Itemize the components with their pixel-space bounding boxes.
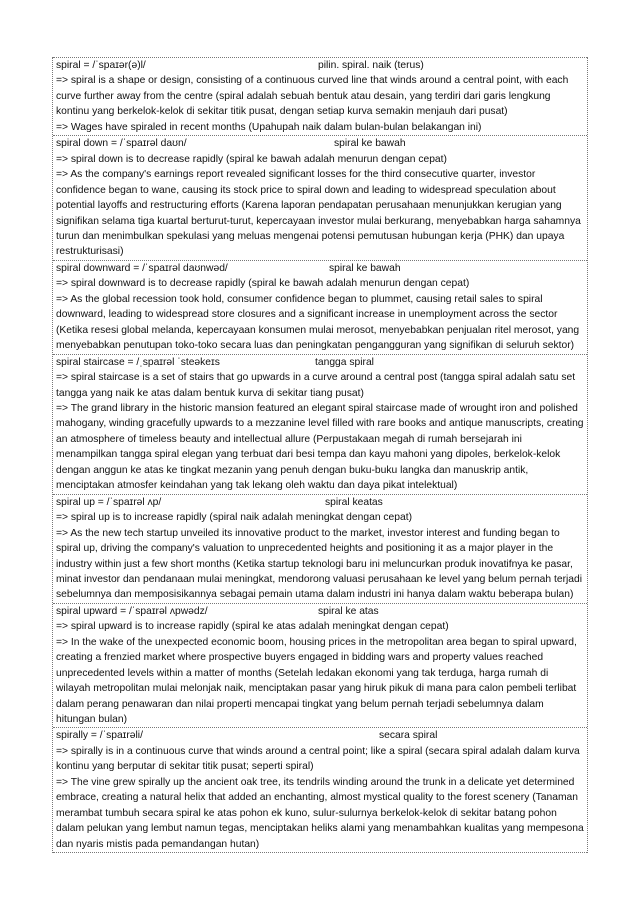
- entry-example: => As the new tech startup unveiled its innovative product to the market, investor interest and funding began to spiral up, driving the company's valuation to unprecedented heights and positioning it as a major player in the industry within just a few short months (Ketika startup teknologi baru ini meluncurkan produk inovatifnya ke pasar, minat investor dan pendanaan mulai meningkat, mendorong valuasi perusahaan ke level yang belum pernah terjadi sebelumnya dan memposisikannya sebagai pemain utama dalam industri ini hanya dalam waktu beberapa bulan): [56, 527, 583, 601]
- entry-example: => Wages have spiraled in recent months (Upahupah naik dalam bulan-bulan belakangan ini): [56, 121, 482, 133]
- entry-term: spiral staircase = /ˌspaɪrəl ˈsteəkeɪs: [56, 356, 220, 368]
- entry-term: spiral = /ˈspaɪər(ə)l/: [56, 60, 146, 71]
- entry-term: spiral up = /ˈspaɪrəl ʌp/: [56, 496, 162, 508]
- entry-example: => The grand library in the historic mansion featured an elegant spiral staircase made of wrought iron and polished mahogany, winding gracefully upwards to a mezzanine level filled with rare books and antique manuscripts, creating an atmosphere of timeless beauty and intellectual allure (Perpustakaan megah di rumah bersejarah ini menampilkan tangga spiral elegan yang terbuat dari besi tempa dan kayu mahoni yang dipoles, berkelok-kelok dengan anggun ke atas ke tingkat mezanin yang penuh dengan buku-buku langka dan manuskrip antik, menciptakan atmosfer keindahan yang tak lekang oleh waktu dan daya pikat intelektual): [56, 402, 584, 492]
- entry-header: [56, 261, 585, 276]
- entry-term: spirally = /ˈspaɪrəli/: [56, 730, 143, 742]
- entry-translation: spiral ke bawah: [334, 138, 406, 150]
- entry-definition: => spiral is a shape or design, consisting of a continuous curved line that winds around a central point, with each curve further away from the centre (spiral adalah sebuah bentuk atau desain, yang terdiri dari garis lengkung kontinu yang berkelok-kelok di sekitar titik pusat, dengan setiap kurva semakin menjauh dari pusat): [56, 75, 569, 118]
- entry-definition: => spiral downward is to decrease rapidly (spiral ke bawah adalah menurun dengan cepat): [56, 278, 470, 290]
- entry-header: [56, 604, 585, 619]
- entry-header: [56, 58, 585, 73]
- entry-term: spiral downward = /ˈspaɪrəl daʊnwəd/: [56, 262, 228, 274]
- dictionary-entries: [52, 57, 588, 853]
- entry-definition: => spiral down is to decrease rapidly (spiral ke bawah adalah menurun dengan cepat): [56, 153, 447, 165]
- entry-example: => As the company's earnings report revealed significant losses for the third consecutive quarter, investor confidence began to wane, causing its stock price to spiral down and leading to widespread speculation about potential layoffs and restructuring efforts (Karena laporan pendapatan perusahaan menunjukkan kerugian yang signifikan selama tiga kuartal berturut-turut, kepercayaan investor mulai berkurang, menyebabkan harga sahamnya turun dan menimbulkan spekulasi yang meluas mengenai potensi pemutusan hubungan kerja (PHK) dan upaya restrukturisasi): [56, 169, 581, 258]
- entry-translation: spiral ke atas: [318, 605, 379, 617]
- entry-spirally: [53, 728, 587, 853]
- entry-example: => As the global recession took hold, consumer confidence began to plummet, causing retail sales to spiral downward, leading to widespread store closures and a significant increase in unemployment across the sector (Ketika resesi global melanda, kepercayaan konsumen mulai merosot, menyebabkan penjualan ritel merosot, yang menyebabkan penutupan toko-toko secara luas dan peningkatan pengangguran yang signifikan di seluruh sektor): [56, 293, 580, 352]
- entry-spiral-upward: [53, 604, 587, 729]
- entry-example: => The vine grew spirally up the ancient oak tree, its tendrils winding around the trunk in a delicate yet determined embrace, creating a natural helix that added an enchanting, almost mystical quality to the forest scenery (Tanaman merambat tumbuh secara spiral ke atas pohon ek kuno, sulur-sulurnya berkelok-kelok di sekitar batang pohon dalam pelukan yang lembut namun tegas, menciptakan heliks alami yang menambahkan kualitas yang mempesona dan nyaris mistis pada pemandangan hutan): [56, 776, 584, 850]
- entry-spiral: [53, 57, 587, 136]
- entry-definition: => spiral up is to increase rapidly (spiral naik adalah meningkat dengan cepat): [56, 512, 413, 524]
- entry-translation: secara spiral: [379, 730, 438, 742]
- entry-translation: spiral ke bawah: [329, 262, 401, 274]
- entry-spiral-staircase: [53, 355, 587, 495]
- entry-definition: => spirally is in a continuous curve that winds around a central point; like a spiral (secara spiral adalah dalam kurva kontinu yang berputar di sekitar titik pusat; seperti spiral): [56, 745, 580, 773]
- entry-translation: tangga spiral: [315, 356, 374, 368]
- entry-translation: pilin. spiral. naik (terus): [318, 60, 424, 71]
- entry-header: [56, 355, 585, 370]
- entry-term: spiral down = /ˈspaɪrəl daʊn/: [56, 138, 187, 150]
- entry-term: spiral upward = /ˈspaɪrəl ʌpwədz/: [56, 605, 208, 617]
- entry-spiral-downward: [53, 261, 587, 355]
- entry-spiral-up: [53, 495, 587, 604]
- entry-spiral-down: [53, 136, 587, 261]
- entry-header: [56, 136, 585, 151]
- entry-example: => In the wake of the unexpected economic boom, housing prices in the metropolitan area began to spiral upward, creating a frenzied market where prospective buyers engaged in bidding wars and property values reached unprecedented levels within a matter of months (Setelah ledakan ekonomi yang tak terduga, harga rumah di wilayah metropolitan mulai melonjak naik, menciptakan pasar yang hiruk pikuk di mana para calon pembeli terlibat dalam perang penawaran dan nilai properti mencapai tingkat yang belum pernah terjadi sebelumnya dalam hitungan bulan): [56, 636, 577, 726]
- entry-header: [56, 495, 585, 510]
- entry-definition: => spiral upward is to increase rapidly (spiral ke atas adalah meningkat dengan cepat): [56, 621, 449, 633]
- entry-header: [56, 728, 585, 743]
- entry-translation: spiral keatas: [325, 496, 383, 508]
- entry-definition: => spiral staircase is a set of stairs that go upwards in a curve around a central post (tangga spiral adalah satu set tangga yang naik ke atas dalam bentuk kurva di sekitar tiang pusat): [56, 372, 576, 399]
